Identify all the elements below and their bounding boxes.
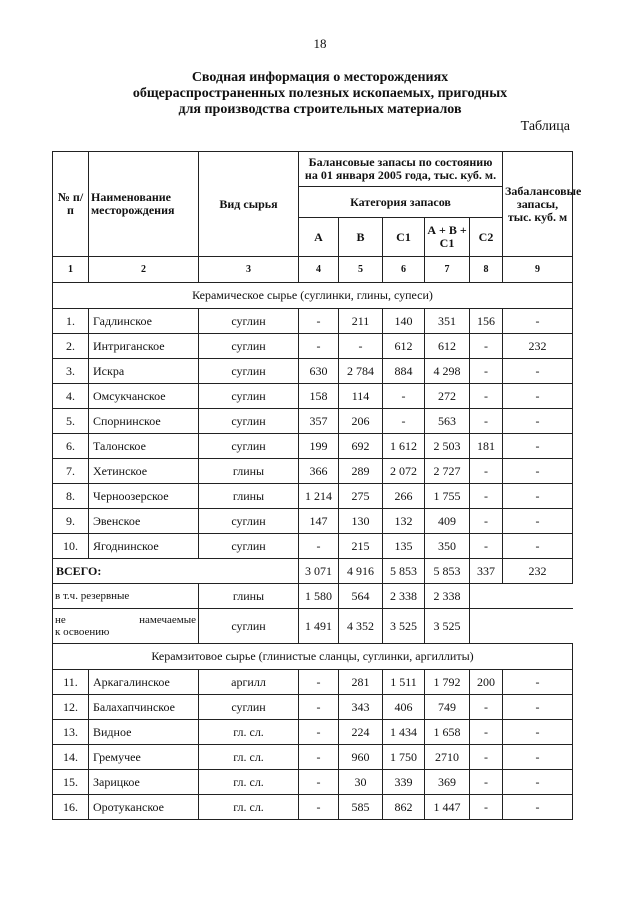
table-row: [53, 309, 573, 334]
column-numbers-row: [53, 257, 573, 283]
not-planned-empty: [470, 609, 573, 644]
deposit-name: Ягоднинское: [89, 534, 199, 559]
title-line-3: для производства строительных материалов: [178, 102, 462, 117]
header-category: Категория запасов: [299, 187, 503, 218]
table-row: [53, 720, 573, 745]
row-number: 12.: [53, 695, 89, 720]
table-label: Таблица: [520, 119, 570, 134]
value-off: -: [503, 359, 573, 384]
raw-type: суглин: [199, 384, 299, 409]
row-number: 7.: [53, 459, 89, 484]
raw-type: гл. сл.: [199, 795, 299, 820]
value-b: 585: [339, 795, 383, 820]
section-ceramic-totals: [53, 559, 573, 644]
raw-type: гл. сл.: [199, 720, 299, 745]
header-c2: С2: [470, 218, 503, 257]
value-b: 206: [339, 409, 383, 434]
row-number: 11.: [53, 670, 89, 695]
value-a: -: [299, 334, 339, 359]
value-a: 630: [299, 359, 339, 384]
header-b: В: [339, 218, 383, 257]
value-off: 232: [503, 334, 573, 359]
title-line-1: Сводная информация о месторождениях: [191, 70, 449, 85]
value-abc1: 1 755: [425, 484, 470, 509]
value-c2: -: [470, 359, 503, 384]
not-planned-b: 4 352: [339, 609, 383, 644]
deposit-name: Талонское: [89, 434, 199, 459]
value-a: 1 214: [299, 484, 339, 509]
value-c2: 156: [470, 309, 503, 334]
value-b: 130: [339, 509, 383, 534]
value-c1: 1 511: [383, 670, 425, 695]
value-abc1: 2 727: [425, 459, 470, 484]
col-number: 8: [470, 257, 503, 283]
value-c2: -: [470, 484, 503, 509]
value-a: 199: [299, 434, 339, 459]
value-abc1: 350: [425, 534, 470, 559]
value-a: 366: [299, 459, 339, 484]
value-off: -: [503, 384, 573, 409]
table-row: [53, 670, 573, 695]
value-a: -: [299, 534, 339, 559]
value-c1: 339: [383, 770, 425, 795]
table-row: [53, 695, 573, 720]
deposit-name: Спорнинское: [89, 409, 199, 434]
header-name: Наименование месторождения: [89, 152, 199, 257]
value-abc1: 1 658: [425, 720, 470, 745]
value-b: 289: [339, 459, 383, 484]
raw-type: гл. сл.: [199, 770, 299, 795]
value-c1: 132: [383, 509, 425, 534]
value-off: -: [503, 745, 573, 770]
value-c1: 612: [383, 334, 425, 359]
header-c1: С1: [383, 218, 425, 257]
value-b: 2 784: [339, 359, 383, 384]
deposit-name: Интриганское: [89, 334, 199, 359]
value-b: -: [339, 334, 383, 359]
header-offbalance: Забалансовые запасы, тыс. куб. м: [503, 152, 573, 257]
raw-type: суглин: [199, 409, 299, 434]
row-number: 6.: [53, 434, 89, 459]
page-number: 18: [313, 36, 327, 51]
value-off: -: [503, 795, 573, 820]
value-c2: -: [470, 459, 503, 484]
table-row: [53, 434, 573, 459]
raw-type: суглин: [199, 509, 299, 534]
col-number: 5: [339, 257, 383, 283]
not-planned-a: 1 491: [299, 609, 339, 644]
value-abc1: 2710: [425, 745, 470, 770]
value-a: -: [299, 770, 339, 795]
value-abc1: 563: [425, 409, 470, 434]
table-row: [53, 334, 573, 359]
table-row: [53, 409, 573, 434]
value-a: -: [299, 695, 339, 720]
table-row: [53, 384, 573, 409]
reserve-c1: 2 338: [383, 584, 425, 609]
row-number: 13.: [53, 720, 89, 745]
raw-type: глины: [199, 459, 299, 484]
value-off: -: [503, 670, 573, 695]
deposit-name: Черноозерское: [89, 484, 199, 509]
table-row: [53, 770, 573, 795]
value-b: 114: [339, 384, 383, 409]
value-abc1: 409: [425, 509, 470, 534]
value-c1: 135: [383, 534, 425, 559]
value-b: 281: [339, 670, 383, 695]
value-c2: -: [470, 695, 503, 720]
raw-type: гл. сл.: [199, 745, 299, 770]
deposit-name: Искра: [89, 359, 199, 384]
not-planned-label: [53, 609, 199, 644]
reserve-b: 564: [339, 584, 383, 609]
deposit-name: Гадлинское: [89, 309, 199, 334]
row-number: 3.: [53, 359, 89, 384]
value-off: -: [503, 720, 573, 745]
row-number: 8.: [53, 484, 89, 509]
value-c1: -: [383, 384, 425, 409]
raw-type: суглин: [199, 359, 299, 384]
value-off: -: [503, 534, 573, 559]
value-b: 215: [339, 534, 383, 559]
value-abc1: 1 447: [425, 795, 470, 820]
value-b: 960: [339, 745, 383, 770]
total-abc1: 5 853: [425, 559, 470, 584]
value-c2: -: [470, 720, 503, 745]
col-number: 4: [299, 257, 339, 283]
not-planned-word2: намечаемые: [139, 614, 196, 626]
value-abc1: 612: [425, 334, 470, 359]
reserve-row: [53, 584, 573, 609]
deposits-table: [52, 151, 582, 820]
col-number: 6: [383, 257, 425, 283]
col-number: 2: [89, 257, 199, 283]
deposit-name: Зарицкое: [89, 770, 199, 795]
section-title: Керамическое сырье (суглинки, глины, супеси): [53, 283, 573, 309]
reserve-empty: [470, 584, 573, 609]
value-off: -: [503, 770, 573, 795]
raw-type: суглин: [199, 695, 299, 720]
total-c2: 337: [470, 559, 503, 584]
section-ceramic: [53, 283, 573, 559]
value-c1: 1 612: [383, 434, 425, 459]
title-line-2: общераспространенных полезных ископаемых, пригодных: [132, 86, 508, 101]
value-a: -: [299, 795, 339, 820]
table-row: [53, 509, 573, 534]
value-off: -: [503, 509, 573, 534]
reserve-abc1: 2 338: [425, 584, 470, 609]
deposit-name: Эвенское: [89, 509, 199, 534]
raw-type: суглин: [199, 434, 299, 459]
deposit-name: Гремучее: [89, 745, 199, 770]
table-row: [53, 459, 573, 484]
row-number: 4.: [53, 384, 89, 409]
value-a: 357: [299, 409, 339, 434]
value-b: 30: [339, 770, 383, 795]
value-c2: -: [470, 409, 503, 434]
value-abc1: 272: [425, 384, 470, 409]
value-c1: 266: [383, 484, 425, 509]
section-title: Керамзитовое сырье (глинистые сланцы, суглинки, аргиллиты): [53, 644, 573, 670]
col-number: 9: [503, 257, 573, 283]
row-number: 1.: [53, 309, 89, 334]
value-abc1: 749: [425, 695, 470, 720]
table-row: [53, 534, 573, 559]
not-planned-line2: к освоению: [55, 626, 110, 638]
value-c2: -: [470, 795, 503, 820]
reserve-a: 1 580: [299, 584, 339, 609]
total-label: ВСЕГО:: [53, 559, 299, 584]
value-abc1: 1 792: [425, 670, 470, 695]
value-abc1: 369: [425, 770, 470, 795]
value-a: -: [299, 670, 339, 695]
value-off: -: [503, 309, 573, 334]
value-b: 211: [339, 309, 383, 334]
value-c2: -: [470, 334, 503, 359]
value-c2: -: [470, 770, 503, 795]
value-c1: 1 750: [383, 745, 425, 770]
row-number: 16.: [53, 795, 89, 820]
deposit-name: Оротуканское: [89, 795, 199, 820]
header-abc1: А + В + С1: [425, 218, 470, 257]
col-number: 1: [53, 257, 89, 283]
value-abc1: 2 503: [425, 434, 470, 459]
value-c2: -: [470, 745, 503, 770]
value-off: -: [503, 409, 573, 434]
value-off: -: [503, 695, 573, 720]
table-header: [53, 152, 582, 283]
not-planned-abc1: 3 525: [425, 609, 470, 644]
value-off: -: [503, 459, 573, 484]
table-row: [53, 359, 573, 384]
raw-type: суглин: [199, 534, 299, 559]
reserve-label: в т.ч. резервные: [53, 584, 199, 609]
total-a: 3 071: [299, 559, 339, 584]
row-number: 15.: [53, 770, 89, 795]
value-a: -: [299, 745, 339, 770]
value-abc1: 4 298: [425, 359, 470, 384]
value-c2: -: [470, 534, 503, 559]
value-a: 147: [299, 509, 339, 534]
deposit-name: Аркагалинское: [89, 670, 199, 695]
not-planned-c1: 3 525: [383, 609, 425, 644]
section-expanded-clay: [53, 644, 573, 820]
total-off: 232: [503, 559, 573, 584]
total-c1: 5 853: [383, 559, 425, 584]
total-row: [53, 559, 573, 584]
value-c1: 2 072: [383, 459, 425, 484]
raw-type: суглин: [199, 309, 299, 334]
not-planned-row: [53, 609, 573, 644]
value-a: -: [299, 720, 339, 745]
header-num: № п/п: [53, 152, 89, 257]
value-abc1: 351: [425, 309, 470, 334]
document-title: [40, 70, 600, 118]
deposit-name: Хетинское: [89, 459, 199, 484]
raw-type: аргилл: [199, 670, 299, 695]
header-a: А: [299, 218, 339, 257]
value-c1: -: [383, 409, 425, 434]
value-c1: 884: [383, 359, 425, 384]
col-number: 3: [199, 257, 299, 283]
header-type: Вид сырья: [199, 152, 299, 257]
value-a: 158: [299, 384, 339, 409]
value-off: -: [503, 434, 573, 459]
value-b: 224: [339, 720, 383, 745]
value-c2: 200: [470, 670, 503, 695]
row-number: 10.: [53, 534, 89, 559]
value-b: 692: [339, 434, 383, 459]
value-c1: 862: [383, 795, 425, 820]
table-row: [53, 745, 573, 770]
deposit-name: Видное: [89, 720, 199, 745]
value-c2: -: [470, 509, 503, 534]
deposit-name: Балахапчинское: [89, 695, 199, 720]
col-number: 7: [425, 257, 470, 283]
value-b: 275: [339, 484, 383, 509]
value-b: 343: [339, 695, 383, 720]
row-number: 5.: [53, 409, 89, 434]
header-balance: Балансовые запасы по состоянию на 01 января 2005 года, тыс. куб. м.: [299, 152, 503, 187]
value-c1: 140: [383, 309, 425, 334]
row-number: 2.: [53, 334, 89, 359]
value-c1: 1 434: [383, 720, 425, 745]
row-number: 9.: [53, 509, 89, 534]
value-c2: 181: [470, 434, 503, 459]
raw-type: глины: [199, 484, 299, 509]
not-planned-word1: не: [55, 614, 66, 626]
value-c2: -: [470, 384, 503, 409]
row-number: 14.: [53, 745, 89, 770]
reserve-type: глины: [199, 584, 299, 609]
table-row: [53, 795, 573, 820]
value-a: -: [299, 309, 339, 334]
raw-type: суглин: [199, 334, 299, 359]
not-planned-type: суглин: [199, 609, 299, 644]
value-off: -: [503, 484, 573, 509]
deposit-name: Омсукчанское: [89, 384, 199, 409]
value-c1: 406: [383, 695, 425, 720]
total-b: 4 916: [339, 559, 383, 584]
table-row: [53, 484, 573, 509]
